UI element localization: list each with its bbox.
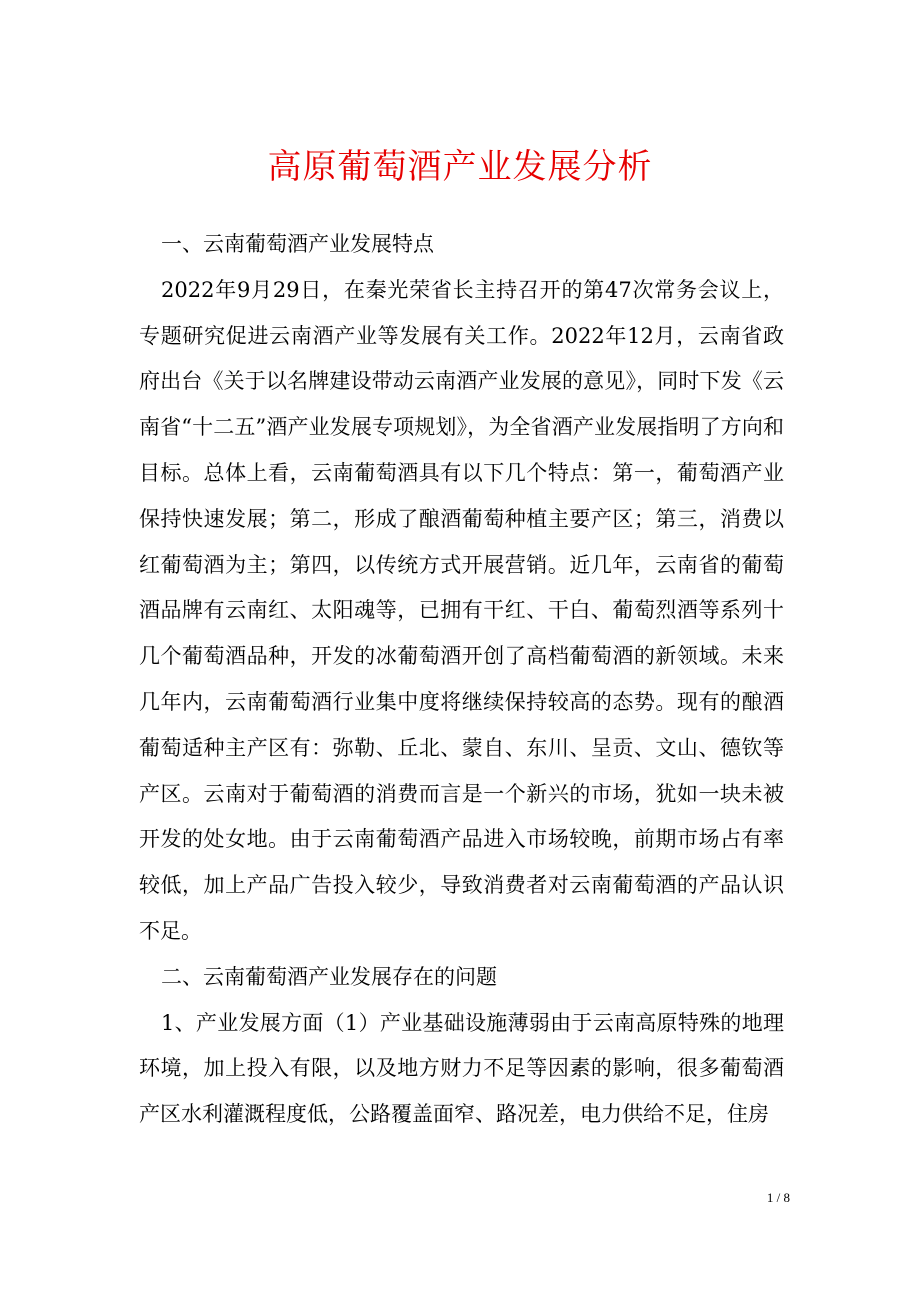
page-number: 1 / 8 (766, 1190, 790, 1205)
section-paragraph-2: 1、产业发展方面（1）产业基础设施薄弱由于云南高原特殊的地理环境，加上投入有限，以及地方财力不足等因素的影响，很多葡萄酒产区水利灌溉程度低，公路覆盖面窄、路况差，电力供给不足，住房 (139, 1010, 784, 1127)
document-title: 高原葡萄酒产业发展分析 (267, 147, 653, 187)
section-paragraph-1: 2022年9月29日，在秦光荣省长主持召开的第47次常务会议上，专题研究促进云南酒产业等发展有关工作。2022年12月，云南省政府出台《关于以名牌建设带动云南酒产业发展的意见》，同时下发《云南省“十二五”酒产业发展专项规划》，为全省酒产业发展指明了方向和目标。总体上看，云南葡萄酒具有以下几个特点：第一，葡萄酒产业保持快速发展；第二，形成了酿酒葡萄种植主要产区；第三，消费以红葡萄酒为主；第四，以传统方式开展营销。近几年，云南省的葡萄酒品牌有云南红、太阳魂等，已拥有干红、干白、葡萄烈酒等系列十几个葡萄酒品种，开发的冰葡萄酒开创了高档葡萄酒的新领域。未来几年内，云南葡萄酒行业集中度将继续保持较高的态势。现有的酿酒葡萄适种主产区有：弥勒、丘北、蒙自、东川、呈贡、文山、德钦等产区。云南对于葡萄酒的消费而言是一个新兴的市场，犹如一块未被开发的处女地。由于云南葡萄酒产品进入市场较晚，前期市场占有率较低，加上产品广告投入较少，导致消费者对云南葡萄酒的产品认识不足。 (139, 277, 784, 943)
document-body (139, 222, 784, 1138)
section-heading-1: 一、云南葡萄酒产业发展特点 (161, 232, 434, 256)
section-heading-2: 二、云南葡萄酒产业发展存在的问题 (161, 964, 497, 989)
